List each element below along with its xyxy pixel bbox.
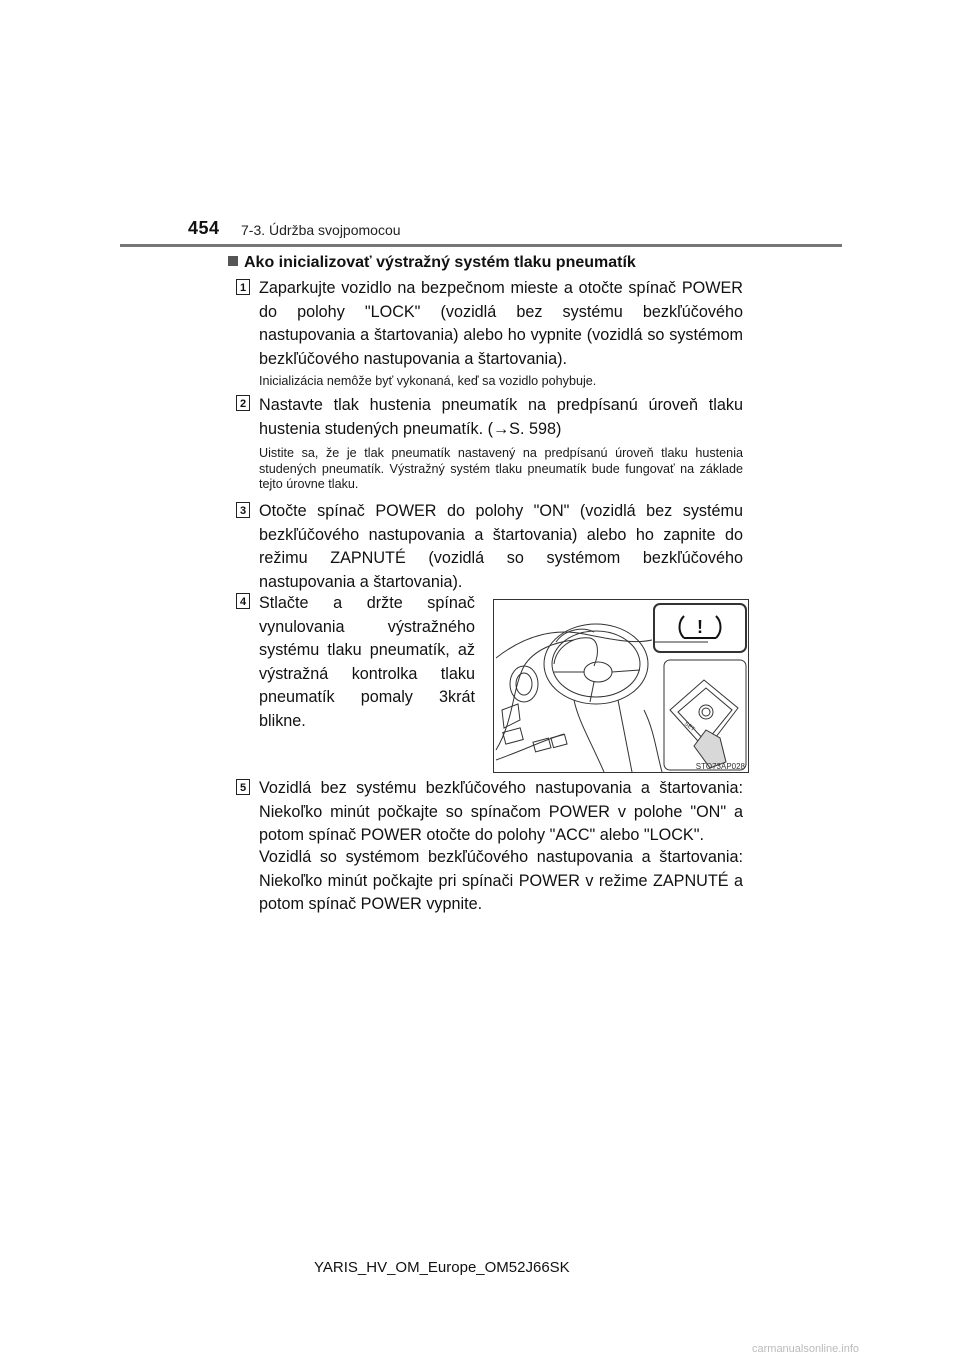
figure-code: STO73AP028 <box>695 762 745 771</box>
dashboard-illustration <box>494 600 749 773</box>
step-number-5: 5 <box>236 779 250 795</box>
step-number-2: 2 <box>236 395 250 411</box>
step-5-text-2: Vozidlá so systémom bezkľúčového nastupovania a štartovania: Niekoľko minút počkajte pri spínači POWER v režime ZAPNUTÉ a potom spínač POWER vypnite. <box>259 848 743 914</box>
heading <box>228 254 636 272</box>
step-1-note: Inicializácia nemôže byť vykonaná, keď sa vozidlo pohybuje. <box>259 374 597 388</box>
step-2-note: Uistite sa, že je tlak pneumatík nastavený na predpísanú úroveň tlaku hustenia studených pneumatík. Výstražný systém tlaku pneumatík bude fungovať na základe tejto úrovne tlaku. <box>259 446 743 491</box>
step-number-3: 3 <box>236 502 250 518</box>
heading-square-icon <box>228 256 238 266</box>
step-4-text: Stlačte a držte spínač vynulovania výstražného systému tlaku pneumatík, až výstražná kontrolka tlaku pneumatík pomaly 3krát blikne. <box>259 594 475 730</box>
page-number: 454 <box>188 218 220 238</box>
dashboard-figure <box>493 599 749 773</box>
step-5-text: Vozidlá bez systému bezkľúčového nastupovania a štartovania: Niekoľko minút počkajte so spínačom POWER v polohe "ON" a potom spínač POWER otočte do polohy "ACC" alebo "LOCK". <box>259 779 743 845</box>
step-number-1: 1 <box>236 279 250 295</box>
header-rule <box>120 244 842 247</box>
heading-text: Ako inicializovať výstražný systém tlaku pneumatík <box>244 254 636 271</box>
svg-text:!: ! <box>697 617 703 637</box>
step-3-text: Otočte spínač POWER do polohy "ON" (vozidlá bez systému bezkľúčového nastupovania a štartovania) alebo ho zapnite do režimu ZAPNUTÉ (vozidlá so systémom bezkľúčového nastupovania a štartovania). <box>259 502 743 591</box>
step-2-text: Nastavte tlak hustenia pneumatík na predpísanú úroveň tlaku hustenia studených pneumatík. (→S. 598) <box>259 396 743 438</box>
footer-code: YARIS_HV_OM_Europe_OM52J66SK <box>314 1259 570 1276</box>
step-number-4: 4 <box>236 593 250 609</box>
step-1-text: Zaparkujte vozidlo na bezpečnom mieste a otočte spínač POWER do polohy "LOCK" (vozidlá bez systému bezkľúčového nastupovania a štartovania) alebo ho vypnite (vozidlá so systémom bezkľúčového nastupovania a štartovania). <box>259 279 743 368</box>
section-title: 7-3. Údržba svojpomocou <box>241 222 401 238</box>
watermark: carmanualsonline.info <box>752 1343 860 1355</box>
svg-text:SET: SET <box>682 720 696 734</box>
